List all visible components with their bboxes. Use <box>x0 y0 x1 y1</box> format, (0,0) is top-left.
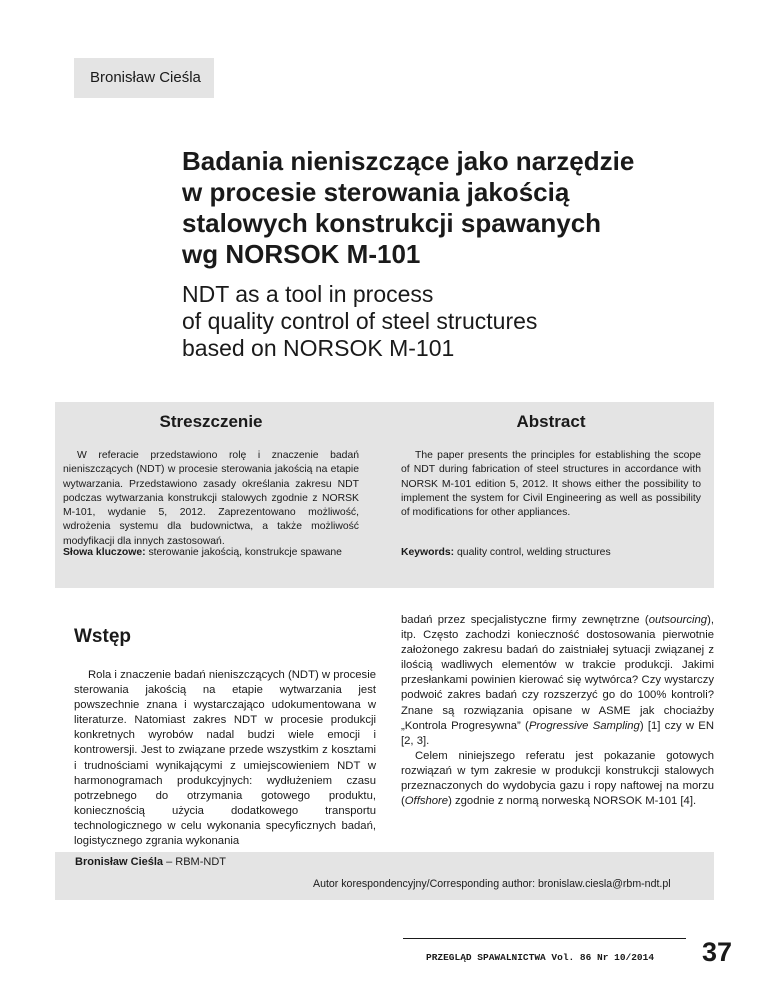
text-run: ), itp. Często zachodzi konieczność dostosowania pierwotnie założonego zakresu badań do zaistniałej sytuacji związanej z ilością wadliwych elementów w trakcie produkcji. Jakimi przesłankami powinien kierować się wytwórca? Czy wystarczy podwoić zakres badań czy rozszerzyć go do 100% kontroli? Znane są rozwiązania opisane w ASME jak chociażby „Kontrola Progresywna” ( <box>401 614 714 732</box>
intro-paragraph-continued <box>401 613 714 749</box>
journal-name: PRZEGLĄD SPAWALNICTWA Vol. 86 Nr 10/2014 <box>426 952 655 963</box>
italic-term: outsourcing <box>648 614 708 626</box>
title-polish-line: w procesie sterowania jakością <box>182 177 570 207</box>
abstract-polish-heading: Streszczenie <box>159 412 263 431</box>
title-english-line: based on NORSOK M-101 <box>182 335 455 361</box>
abstract-polish-keywords <box>63 546 359 560</box>
text-run: ) [1] czy w EN [2, 3]. <box>401 719 714 747</box>
keywords-label: Keywords: <box>401 547 455 558</box>
keywords-values: sterowanie jakością, konstrukcje spawane <box>145 547 342 558</box>
title-polish-line: Badania nieniszczące jako narzędzie <box>182 146 635 176</box>
author-footer-box <box>55 852 714 900</box>
corresponding-author: Autor korespondencyjny/Corresponding author: bronislaw.ciesla@rbm-ndt.pl <box>313 878 671 890</box>
abstract-english-text: The paper presents the principles for establishing the scope of NDT during fabrication of steel structures in accordance with NORSK M-101 edition 5, 2012. It shows either the possibility to implement the system for Civil Engineering as well as possibility of modifications for other appliances. <box>401 450 701 519</box>
title-english-line: NDT as a tool in process <box>182 281 434 307</box>
intro-paragraph-aim <box>401 749 714 809</box>
text-run: badań przez specjalistyczne firmy zewnętrzne ( <box>401 614 649 626</box>
body-column-left <box>74 668 376 849</box>
keywords-label: Słowa kluczowe: <box>63 547 146 558</box>
body-column-right <box>401 613 714 809</box>
footer-author-affiliation: – RBM-NDT <box>163 856 226 868</box>
italic-term: Progressive Sampling <box>528 719 640 732</box>
section-heading-intro: Wstęp <box>74 626 131 647</box>
intro-paragraph: Rola i znaczenie badań nieniszczących (NDT) w procesie sterowania jakością na etapie wytwarzania jest powszechnie znana i wystarczająco udokumentowana w literaturze. Natomiast zakres NDT w procesie produkcji konkretnych wyrobów nadal budzi wiele emocji i kontrowersji. Jest to związane przede wszystkim z kosztami i trudnościami wynikającymi z umiejscowieniem NDT w harmonogramach produkcyjnych: wydłużeniem czasu potrzebnego do otrzymania gotowego produktu, koniecznością użycia dodatkowego transportu technologicznego w celu wykonania specyficznych badań, logistycznego zgrania wykonania <box>74 669 376 848</box>
title-polish-line: stalowych konstrukcji spawanych <box>182 208 602 238</box>
author-tab <box>74 58 214 98</box>
author-tab-name: Bronisław Cieśla <box>90 69 201 86</box>
text-run: Celem niniejszego referatu jest pokazanie gotowych rozwiązań w tym zakresie w produkcji konstrukcji stalowych przeznaczonych do wydobycia gazu i ropy naftowej na morzu ( <box>401 749 714 808</box>
title-polish-line: wg NORSOK M-101 <box>182 239 421 269</box>
italic-term: Offshore <box>404 795 449 808</box>
abstract-polish-text: W referacie przedstawiono rolę i znaczenie badań nieniszczących (NDT) w procesie sterowania jakością na etapie wytwarzania. Przedstawiono zasady określania zakresu NDT podczas wytwarzania konstrukcji stalowych zgodnie z NORSK M-101, wydanie 5, 2012. Zaprezentowano możliwość, wdrożenia systemu dla budownictwa, a także możliwość modyfikacji dla innych zastosowań. <box>63 450 359 547</box>
journal-divider <box>403 938 686 939</box>
abstract-box <box>55 402 714 588</box>
keywords-values: quality control, welding structures <box>454 547 611 558</box>
title-english-line: of quality control of steel structures <box>182 308 538 334</box>
footer-author <box>75 856 226 868</box>
title-polish <box>182 146 722 270</box>
abstract-english-heading: Abstract <box>516 412 586 431</box>
text-run: ) zgodnie z normą norweską NORSOK M-101 [4]. <box>448 795 697 808</box>
abstract-english-keywords <box>401 546 701 560</box>
page-number: 37 <box>702 937 733 967</box>
title-english <box>182 281 722 362</box>
footer-author-name: Bronisław Cieśla <box>75 856 164 868</box>
